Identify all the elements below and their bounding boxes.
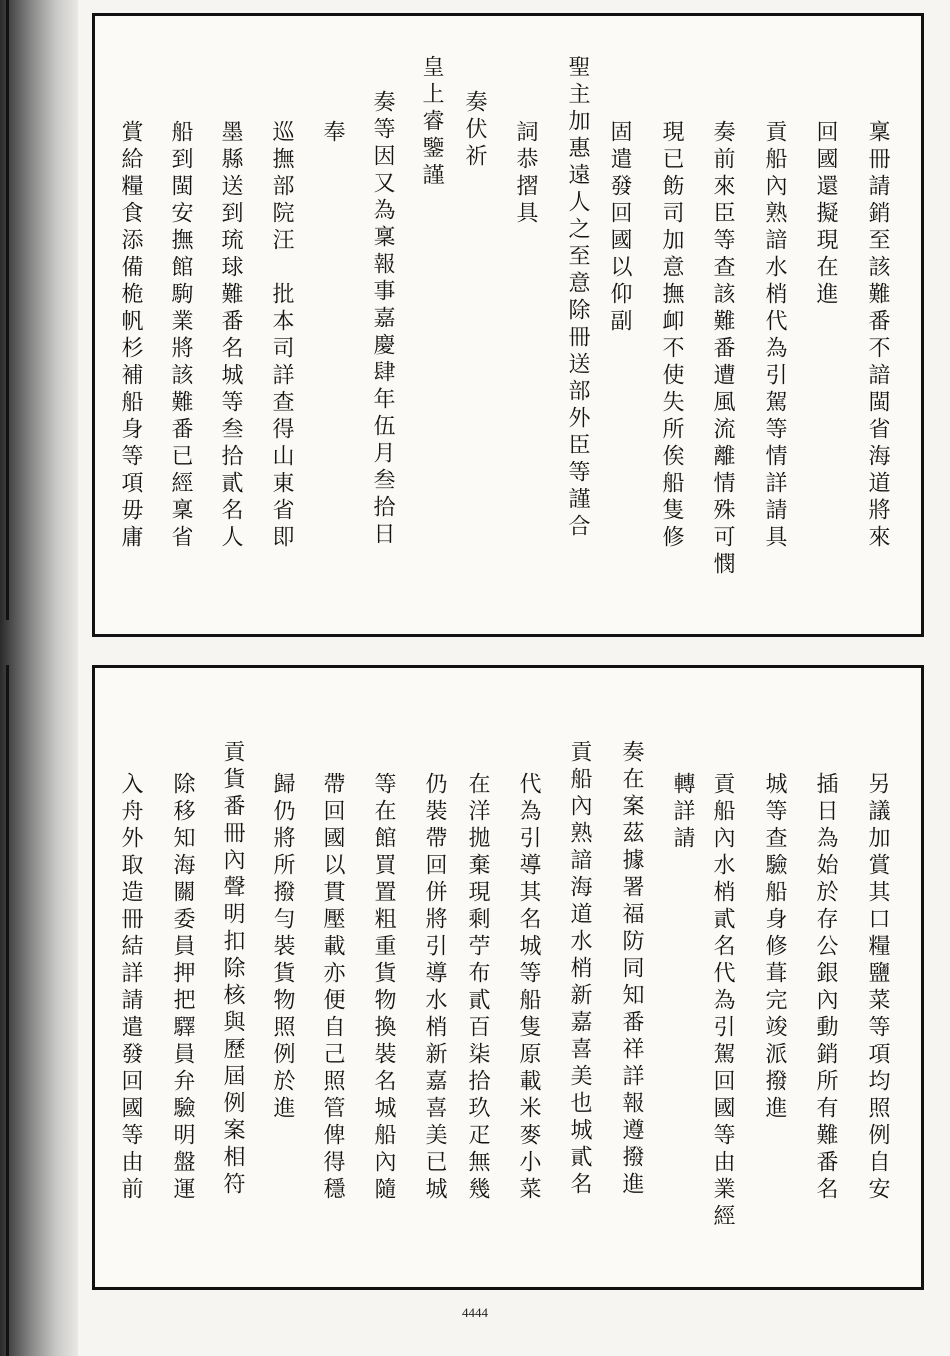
bottom-column-15: 除移知海關委員押把驛員弁驗明盤運 [170,772,195,1204]
top-column-5: 現已飭司加意撫卹不使失所俟船隻修 [659,120,684,552]
bottom-column-13: 歸仍將所撥勻裝貨物照例於進 [270,772,295,1123]
spine-edge-line [6,665,9,1356]
top-column-4: 奏前來臣等查該難番遭風流離情殊可憫 [710,120,735,579]
bottom-column-14: 貢貨番冊內聲明扣除核與歷屆例案相符 [220,740,245,1199]
bottom-column-7: 貢船內熟諳海道水梢新嘉喜美也城貳名 [567,740,592,1199]
top-column-6: 固遣發回國以仰副 [607,120,632,336]
bottom-column-5: 轉詳請 [670,772,695,853]
bottom-column-16: 入舟外取造冊結詳請遣發回國等由前 [118,772,143,1204]
bottom-column-2: 插日為始於存公銀內動銷所有難番名 [813,772,838,1204]
top-column-2: 回國還擬現在進 [813,120,838,309]
book-spine-shadow [0,0,80,1356]
top-column-1: 稟冊請銷至該難番不諳閩省海道將來 [865,120,890,552]
bottom-column-10: 仍裝帶回併將引導水梢新嘉喜美已城 [422,772,447,1204]
top-column-15: 船到閩安撫館駒業將該難番已經稟省 [168,120,193,552]
bottom-column-6: 奏在案茲據署福防同知番祥詳報遵撥進 [619,740,644,1199]
page-number: 4444 [462,1305,488,1320]
spine-edge-line [6,0,9,620]
top-column-8: 詞恭摺具 [513,120,538,228]
top-column-10: 皇上睿鑒謹 [419,55,444,190]
bottom-column-9: 在洋拋棄現剩苧布貳百柒拾玖疋無幾 [465,772,490,1204]
top-column-13: 巡撫部院汪 批本司詳查得山東省即 [269,120,294,552]
bottom-column-8: 代為引導其名城等船隻原載米麥小菜 [516,772,541,1204]
bottom-column-11: 等在館買置粗重貨物換裝名城船內隨 [371,772,396,1204]
top-column-14: 墨縣送到琉球難番名城等叁拾貳名人 [218,120,243,552]
bottom-column-12: 帶回國以貫壓載亦便自己照管俾得穩 [320,772,345,1204]
top-text-panel [92,13,924,637]
bottom-text-panel [92,665,924,1290]
top-column-12: 奉 [320,120,345,147]
bottom-column-1: 另議加賞其口糧鹽菜等項均照例自安 [865,772,890,1204]
top-column-3: 貢船內熟諳水梢代為引駕等情詳請具 [762,120,787,552]
top-column-11: 奏等因又為稟報事嘉慶肆年伍月叁拾日 [370,90,395,549]
bottom-column-4: 貢船內水梢貳名代為引駕回國等由業經 [710,772,735,1231]
top-column-9: 奏伏祈 [462,90,487,171]
bottom-column-3: 城等查驗船身修葺完竣派撥進 [762,772,787,1123]
top-column-7: 聖主加惠遠人之至意除冊送部外臣等謹合 [565,55,590,541]
top-column-16: 賞給糧食添備桅帆杉補船身等項毋庸 [118,120,143,552]
